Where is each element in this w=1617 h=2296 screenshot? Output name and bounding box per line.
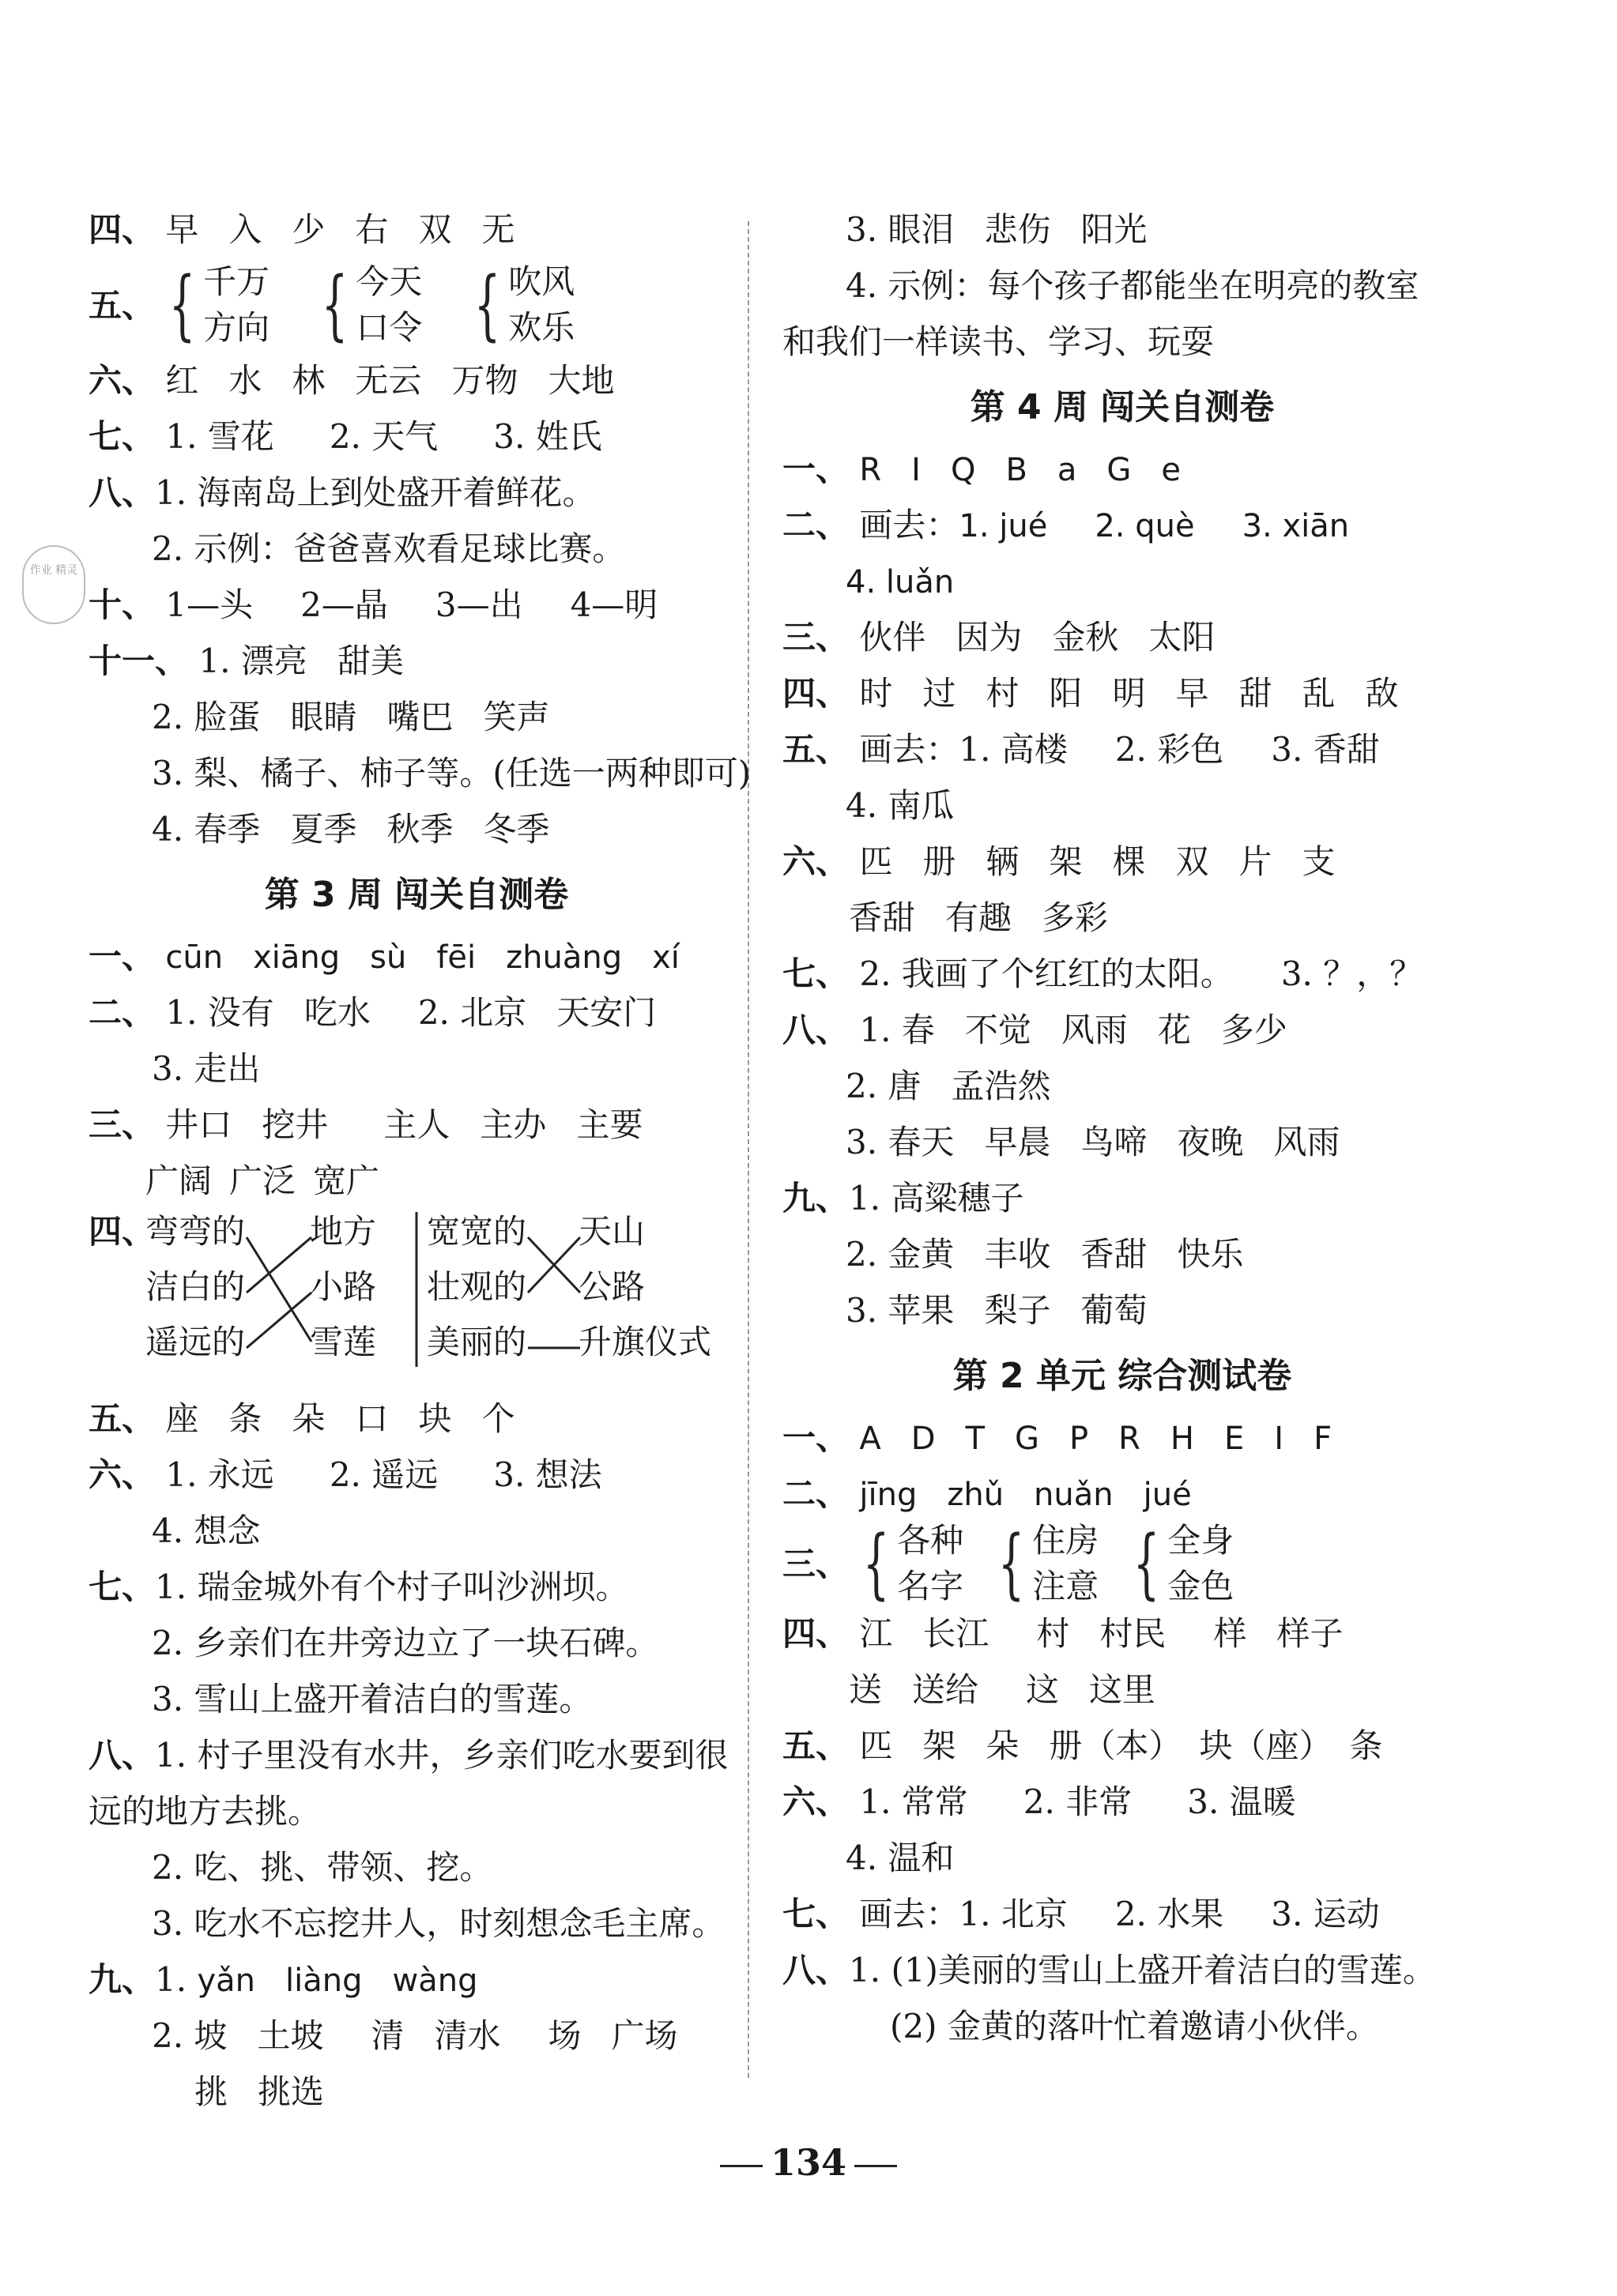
answer-w4-q6: 六、 匹 册 辆 架 棵 双 片 支 [782, 842, 1336, 881]
answer-w3-q4-matching: 四、 弯弯的 洁白的 遥远的 地方 小路 雪莲 宽宽的 壮观的 美丽的 天山 公路 升旗仪式 [89, 1209, 744, 1391]
left-column [89, 201, 752, 2120]
answer-w4-q7: 七、 2. 我画了个红红的太阳。 3. ？，？ [782, 954, 1423, 993]
answer-left-q11: 十一、 1. 漂亮 甜美 [89, 642, 404, 680]
answer-left-q11-line2: 2. 脸蛋 眼睛 嘴巴 笑声 [152, 698, 550, 736]
section-heading-week3: 第 3 周 闯关自测卷 [264, 875, 569, 915]
answer-u2-q8-line2: (2) 金黄的落叶忙着邀请小伙伴。 [890, 2007, 1379, 2046]
brace-group: { 各种 名字 [862, 1519, 964, 1608]
answer-u2-q6-line2: 4. 温和 [846, 1839, 955, 1877]
column-divider [748, 221, 749, 2078]
brace-group: { 住房 注意 [997, 1519, 1099, 1608]
answer-w3-q3: 三、 井口 挖井 主人 主办 主要 [89, 1105, 643, 1144]
answer-u2-q4-line2: 送 送给 这 这里 [849, 1670, 1156, 1709]
answer-right-top-q3: 3. 眼泪 悲伤 阳光 [846, 210, 1148, 249]
brace-group: { 吹风 欢乐 [473, 261, 575, 349]
answer-u2-q8: 八、1. (1)美丽的雪山上盛开着洁白的雪莲。 [782, 1951, 1436, 1989]
answer-w3-q6: 六、 1. 永远 2. 遥远 3. 想法 [89, 1455, 602, 1494]
answer-left-q11-line3: 3. 梨、橘子、柿子等。(任选一两种即可) [152, 754, 752, 792]
answer-w3-q2-line2: 3. 走出 [152, 1049, 261, 1088]
answer-u2-q3: 三、 { 各种 名字 { 住房 注意 { 全身 金色 [782, 1519, 1234, 1608]
match-line [247, 1237, 311, 1293]
right-column [782, 201, 1462, 2054]
answer-right-top-q4: 4. 示例：每个孩子都能坐在明亮的教室 [846, 266, 1419, 305]
answer-left-q8: 八、1. 海南岛上到处盛开着鲜花。 [89, 473, 596, 512]
answer-w4-q6-line2: 香甜 有趣 多彩 [849, 898, 1109, 937]
matching-lines [89, 1209, 744, 1391]
answer-w3-q8: 八、1. 村子里没有水井，乡亲们吃水要到很 [89, 1736, 729, 1775]
answer-w3-q3-line2: 广阔 广泛 宽广 [145, 1161, 380, 1200]
answer-w3-q7: 七、1. 瑞金城外有个村子叫沙洲坝。 [89, 1568, 629, 1606]
answer-w3-q9-line3: 挑 挑选 [194, 2072, 325, 2111]
match-line [247, 1293, 311, 1348]
brace-group: { 今天 口令 [321, 261, 423, 349]
answer-u2-q7: 七、 画去：1. 北京 2. 水果 3. 运动 [782, 1895, 1380, 1933]
answer-w4-q8-line3: 3. 春天 早晨 鸟啼 夜晚 风雨 [846, 1123, 1340, 1161]
answer-w3-q8-line2: 2. 吃、挑、带领、挖。 [152, 1848, 493, 1887]
answer-u2-q4: 四、 江 长江 村 村民 样 样子 [782, 1614, 1344, 1653]
page-number-dash [854, 2165, 897, 2167]
answer-left-q10: 十、 1—头 2—晶 3—出 4—明 [89, 585, 658, 624]
match-line [247, 1237, 311, 1342]
brace-group: { 千万 方向 [168, 261, 270, 349]
answer-left-q11-line4: 4. 春季 夏季 秋季 冬季 [152, 810, 550, 849]
answer-w4-q9: 九、1. 高粱穗子 [782, 1179, 1024, 1218]
answer-w4-q3: 三、 伙伴 因为 金秋 太阳 [782, 618, 1216, 657]
answer-w4-q9-line2: 2. 金黄 丰收 香甜 快乐 [846, 1235, 1244, 1274]
answer-w4-q9-line3: 3. 苹果 梨子 葡萄 [846, 1291, 1148, 1330]
answer-left-q4: 四、 早 入 少 右 双 无 [89, 210, 515, 249]
answer-w3-q2: 二、 1. 没有 吃水 2. 北京 天安门 [89, 993, 657, 1032]
answer-left-q6: 六、 红 水 林 无云 万物 大地 [89, 361, 615, 400]
watermark-stamp: 作业 精灵 [22, 545, 85, 624]
section-heading-week4: 第 4 周 闯关自测卷 [970, 387, 1275, 427]
answer-u2-q5: 五、 匹 架 朵 册（本） 块（座） 条 [782, 1726, 1383, 1765]
answer-w3-q5: 五、 座 条 朵 口 块 个 [89, 1399, 515, 1438]
answer-w3-q7-line2: 2. 乡亲们在井旁边立了一块石碑。 [152, 1624, 659, 1662]
answer-u2-q2: 二、 jīng zhǔ nuǎn jué [782, 1474, 1192, 1513]
answer-w3-q8-line1b: 远的地方去挑。 [89, 1792, 322, 1831]
answer-w3-q8-line3: 3. 吃水不忘挖井人，时刻想念毛主席。 [152, 1904, 726, 1943]
answer-w4-q2: 二、 画去：1. jué 2. què 3. xiān [782, 506, 1350, 544]
answer-w3-q7-line3: 3. 雪山上盛开着洁白的雪莲。 [152, 1680, 593, 1718]
section-heading-unit2: 第 2 单元 综合测试卷 [952, 1356, 1292, 1396]
answer-w4-q5: 五、 画去：1. 高楼 2. 彩色 3. 香甜 [782, 730, 1380, 769]
answer-w4-q8: 八、 1. 春 不觉 风雨 花 多少 [782, 1011, 1287, 1049]
brace-group: { 全身 金色 [1133, 1519, 1234, 1608]
answer-w3-q1: 一、 cūn xiāng sù fēi zhuàng xí [89, 937, 680, 976]
answer-left-q7: 七、 1. 雪花 2. 天气 3. 姓氏 [89, 417, 602, 456]
answer-u2-q1: 一、 A D T G P R H E I F [782, 1418, 1332, 1457]
answer-u2-q6: 六、 1. 常常 2. 非常 3. 温暖 [782, 1782, 1296, 1821]
answer-w3-q6-line2: 4. 想念 [152, 1511, 261, 1550]
answer-w4-q1: 一、 R I Q B a G e [782, 450, 1182, 488]
answer-left-q8-line2: 2. 示例：爸爸喜欢看足球比赛。 [152, 529, 626, 568]
answer-w4-q5-line2: 4. 南瓜 [846, 786, 955, 825]
answer-w3-q9-line2: 2. 坡 土坡 清 清水 场 广场 [152, 2016, 678, 2055]
answer-left-q5: 五、 { 千万 方向 { 今天 口令 { 吹风 欢乐 [89, 261, 575, 349]
page-number: 134 [0, 2141, 1617, 2184]
answer-right-top-q4-line2: 和我们一样读书、学习、玩耍 [782, 322, 1215, 361]
answer-w4-q4: 四、 时 过 村 阳 明 早 甜 乱 敌 [782, 674, 1399, 713]
answer-w4-q8-line2: 2. 唐 孟浩然 [846, 1067, 1051, 1105]
answer-w4-q2-line2: 4. luǎn [846, 564, 955, 600]
page-number-dash [720, 2165, 763, 2167]
answer-w3-q9: 九、1. yǎn liàng wàng [89, 1960, 478, 1999]
